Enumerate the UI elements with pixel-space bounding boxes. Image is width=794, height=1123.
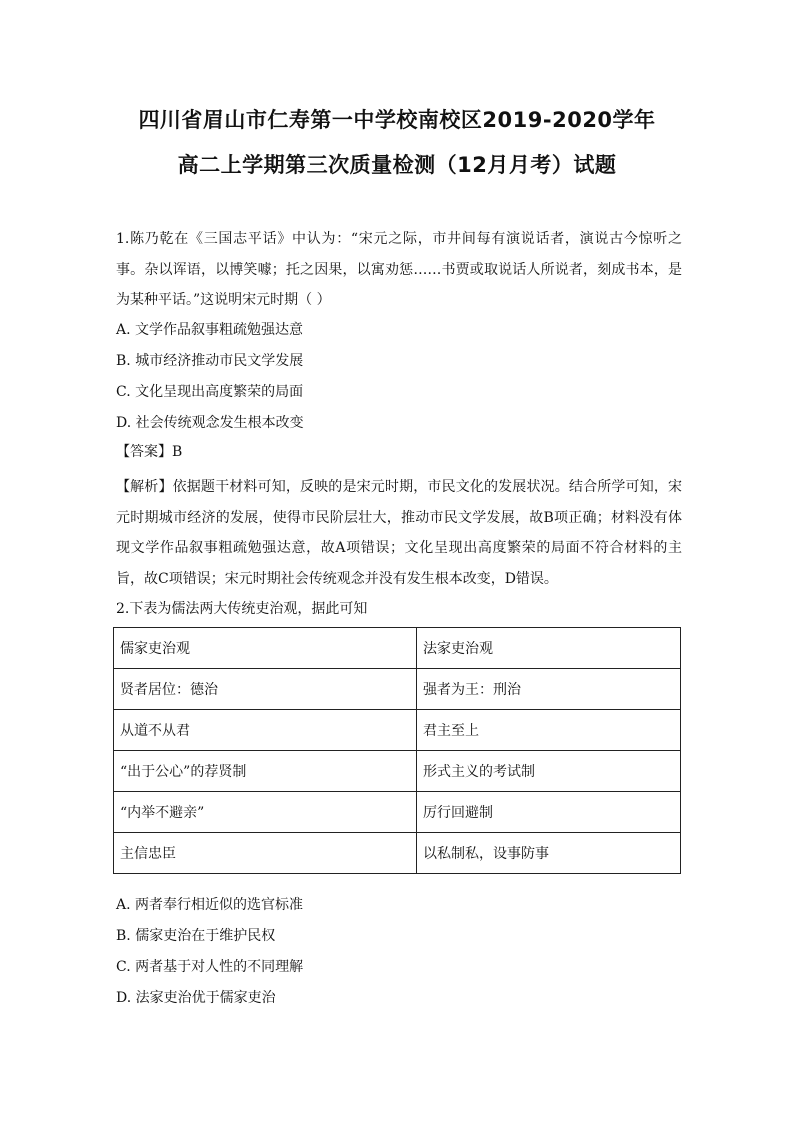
table-cell: 厉行回避制 [417, 792, 681, 833]
table-row [114, 792, 681, 833]
question-1-option-c: C. 文化呈现出高度繁荣的局面 [116, 384, 304, 400]
table-row [114, 628, 681, 669]
document-title-line-2: 高二上学期第三次质量检测（12月月考）试题 [177, 153, 617, 177]
question-1-analysis: 【解析】依据题干材料可知，反映的是宋元时期，市民文化的发展状况。结合所学可知，宋元时期城市经济的发展，使得市民阶层壮大，推动市民文学发展，故B项正确；材料没有体现文学作品叙事粗疏勉强达意，故A项错误；文化呈现出高度繁荣的局面不符合材料的主旨，故C项错误；宋元时期社会传统观念并没有发生根本改变，D错误。 [116, 479, 682, 587]
table-row [114, 710, 681, 751]
table-cell: 儒家吏治观 [114, 628, 417, 669]
table-cell: 君主至上 [417, 710, 681, 751]
document-title-line-1: 四川省眉山市仁寿第一中学校南校区2019-2020学年 [138, 108, 656, 132]
question-1-answer: 【答案】B [116, 444, 183, 460]
table-row [114, 833, 681, 874]
question-1-stem: 1.陈乃乾在《三国志平话》中认为：“宋元之际，市井间每有演说话者，演说古今惊听之事。杂以诨语，以博笑噱；托之因果，以寓劝惩……书贾或取说话人所说者，刻成书本，是为某种平话。”这说明宋元时期（ ） [116, 231, 682, 308]
question-1-option-b: B. 城市经济推动市民文学发展 [116, 353, 304, 369]
question-2-option-b: B. 儒家吏治在于维护民权 [116, 928, 276, 944]
table-cell: “出于公心”的荐贤制 [114, 751, 417, 792]
comparison-table [113, 627, 681, 874]
question-2-stem: 2.下表为儒法两大传统吏治观，据此可知 [116, 601, 368, 617]
table-cell: 强者为王：刑治 [417, 669, 681, 710]
table-cell: “内举不避亲” [114, 792, 417, 833]
table-cell: 法家吏治观 [417, 628, 681, 669]
table-cell: 主信忠臣 [114, 833, 417, 874]
table-row [114, 751, 681, 792]
question-2-option-d: D. 法家吏治优于儒家吏治 [116, 990, 276, 1006]
question-2-option-a: A. 两者奉行相近似的选官标准 [116, 897, 304, 913]
table-cell: 形式主义的考试制 [417, 751, 681, 792]
table-cell: 贤者居位：德治 [114, 669, 417, 710]
question-1-option-d: D. 社会传统观念发生根本改变 [116, 415, 304, 431]
table-cell: 从道不从君 [114, 710, 417, 751]
table-row [114, 669, 681, 710]
question-2-option-c: C. 两者基于对人性的不同理解 [116, 959, 304, 975]
question-1-option-a: A. 文学作品叙事粗疏勉强达意 [116, 322, 304, 338]
table-cell: 以私制私，设事防事 [417, 833, 681, 874]
